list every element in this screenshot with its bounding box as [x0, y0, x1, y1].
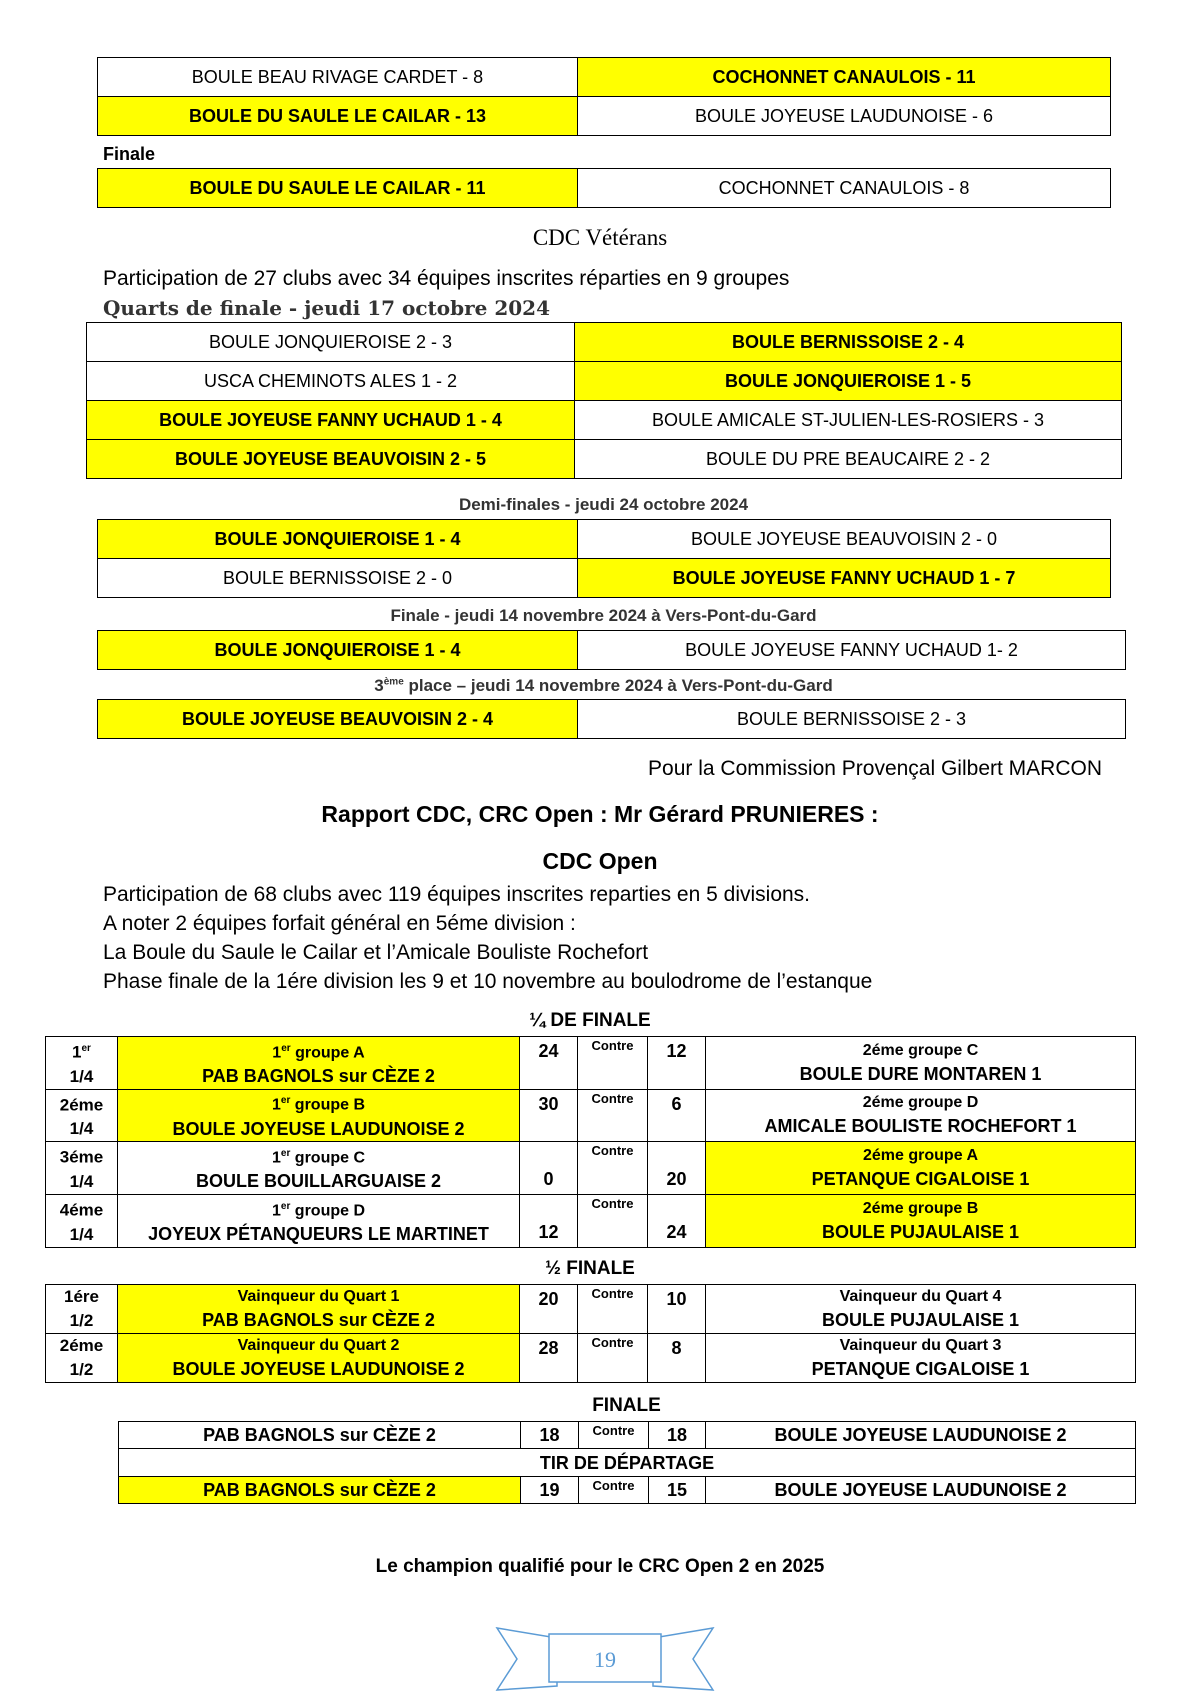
quarter-rank	[46, 1089, 118, 1142]
results-table-top	[97, 57, 1111, 136]
rank-line2: 1/2	[69, 1311, 94, 1330]
page-number: 19	[594, 1647, 616, 1672]
group-label	[118, 1196, 519, 1222]
score-text: 20	[666, 1168, 687, 1189]
final-title: FINALE	[592, 1395, 661, 1416]
grp-text: 1	[271, 1096, 281, 1114]
open-description	[103, 880, 872, 996]
final-team-left: PAB BAGNOLS sur CÈZE 2	[119, 1422, 521, 1449]
quarter-contre	[578, 1089, 648, 1142]
tiebreak-score-right: 15	[649, 1477, 706, 1504]
ribbon-left-tail	[497, 1628, 557, 1690]
final-table	[118, 1421, 1136, 1504]
match-row	[98, 58, 1111, 97]
group-label: 2éme groupe A	[863, 1147, 978, 1165]
quarter-rank	[46, 1142, 118, 1195]
grp-text: 1	[271, 1201, 281, 1219]
match-row	[87, 401, 1122, 440]
rank-line2: 1/4	[69, 1066, 94, 1086]
third-place-title	[97, 676, 1110, 696]
tiebreak-contre: Contre	[579, 1477, 649, 1504]
tiebreak-team-left: PAB BAGNOLS sur CÈZE 2	[119, 1477, 521, 1504]
grp-text: 1	[272, 1043, 282, 1061]
tiebreak-score-left: 19	[521, 1477, 579, 1504]
team-left: USCA CHEMINOTS ALES 1 - 2	[87, 362, 575, 401]
group-label: Vainqueur du Quart 2	[237, 1337, 400, 1354]
veterans-quarts-table	[86, 322, 1122, 479]
group-sup: er	[280, 1095, 291, 1107]
finale-table-top	[97, 168, 1111, 208]
final-contre: Contre	[579, 1422, 649, 1449]
team-left: BOULE JONQUIEROISE 2 - 3	[87, 323, 575, 362]
score-text: 20	[538, 1289, 559, 1309]
team-name: BOULE DURE MONTAREN 1	[799, 1063, 1042, 1084]
team-left-winner: BOULE JONQUIEROISE 1 - 4	[98, 631, 578, 670]
grp-text: 1	[271, 1149, 281, 1167]
quarter-score-right	[648, 1194, 706, 1247]
rank-line	[46, 1037, 117, 1065]
grp-text: groupe B	[290, 1096, 366, 1114]
team-right: BOULE JOYEUSE BEAUVOISIN 2 - 0	[578, 520, 1111, 559]
quarter-score-left	[520, 1089, 578, 1142]
tiebreak-title-row	[119, 1449, 1136, 1477]
tiebreak-team-right: BOULE JOYEUSE LAUDUNOISE 2	[706, 1477, 1136, 1504]
team-name: BOULE PUJAULAISE 1	[821, 1310, 1020, 1330]
score-text: 12	[538, 1221, 559, 1242]
team-left: BOULE BERNISSOISE 2 - 0	[98, 559, 578, 598]
score-text: 30	[538, 1093, 559, 1114]
quarter-team-right	[706, 1089, 1136, 1142]
quarter-score-left	[520, 1142, 578, 1195]
quarter-rank	[46, 1194, 118, 1247]
ribbon-right-tail	[653, 1628, 713, 1690]
quarter-score-right	[648, 1037, 706, 1090]
contre-text: Contre	[591, 1090, 634, 1106]
half-score-right	[648, 1285, 706, 1334]
quarter-contre	[578, 1194, 648, 1247]
rank-line	[46, 1142, 117, 1170]
team-name: BOULE PUJAULAISE 1	[821, 1221, 1020, 1242]
group-sup: er	[281, 1042, 291, 1054]
final-score-left: 18	[521, 1422, 579, 1449]
report-title: Rapport CDC, CRC Open : Mr Gérard PRUNIERES :	[321, 801, 879, 827]
match-row	[98, 631, 1126, 670]
rank-line2: 1/4	[69, 1119, 94, 1139]
score-text: 6	[671, 1093, 682, 1114]
quarter-score-left	[520, 1194, 578, 1247]
score-text: 28	[538, 1338, 559, 1358]
score-text: 8	[671, 1338, 682, 1358]
half-title: ½ FINALE	[545, 1258, 635, 1279]
contre-text: Contre	[591, 1286, 634, 1301]
quarter-row	[46, 1037, 1136, 1090]
contre-text: Contre	[591, 1038, 634, 1053]
team-right: COCHONNET CANAULOIS - 8	[578, 169, 1111, 208]
open-line: Phase finale de la 1ére division les 9 et 10 novembre au boulodrome de l’estanque	[103, 970, 873, 993]
contre-text: Contre	[591, 1143, 634, 1159]
team-left-winner: BOULE JOYEUSE BEAUVOISIN 2 - 4	[98, 700, 578, 739]
half-row	[46, 1285, 1136, 1334]
veterans-demi-table	[97, 519, 1111, 598]
rank-line	[46, 1195, 117, 1223]
match-row	[98, 520, 1111, 559]
group-sup: er	[280, 1200, 291, 1212]
team-name: PAB BAGNOLS sur CÈZE 2	[202, 1310, 435, 1330]
grp-text: groupe D	[290, 1201, 366, 1219]
half-team-left	[118, 1285, 520, 1334]
quarter-title: ¼ DE FINALE	[529, 1010, 651, 1031]
open-line: Participation de 68 clubs avec 119 équipes inscrites reparties en 5 divisions.	[103, 883, 811, 906]
final-team-right: BOULE JOYEUSE LAUDUNOISE 2	[706, 1422, 1136, 1449]
quarter-row	[46, 1089, 1136, 1142]
half-rank	[46, 1334, 118, 1383]
final-row	[119, 1422, 1136, 1449]
signature: Pour la Commission Provençal Gilbert MARCON	[648, 757, 1102, 780]
half-contre	[578, 1285, 648, 1334]
score-text: 10	[666, 1289, 687, 1309]
open-title: CDC Open	[542, 848, 658, 874]
team-left-winner: BOULE JOYEUSE FANNY UCHAUD 1 - 4	[87, 401, 575, 440]
half-score-left	[520, 1334, 578, 1383]
quarter-team-left	[118, 1089, 520, 1142]
half-rank	[46, 1285, 118, 1334]
quarter-team-left	[118, 1194, 520, 1247]
quarter-team-right	[706, 1194, 1136, 1247]
team-left-winner: BOULE DU SAULE LE CAILAR - 13	[98, 97, 578, 136]
quarter-rank	[46, 1037, 118, 1090]
match-row	[87, 440, 1122, 479]
quarter-team-right	[706, 1142, 1136, 1195]
team-right: BOULE BERNISSOISE 2 - 3	[578, 700, 1126, 739]
open-line: La Boule du Saule le Cailar et l’Amicale Bouliste Rochefort	[103, 941, 649, 964]
champion-note: Le champion qualifié pour le CRC Open 2 en 2025	[375, 1556, 825, 1577]
veterans-title: CDC Vétérans	[532, 225, 668, 250]
rank-line	[46, 1090, 117, 1118]
team-left-winner: BOULE DU SAULE LE CAILAR - 11	[98, 169, 578, 208]
group-label	[118, 1143, 519, 1169]
score-text: 24	[666, 1221, 687, 1242]
veterans-third-table	[97, 699, 1126, 739]
team-right: BOULE DU PRE BEAUCAIRE 2 - 2	[575, 440, 1122, 479]
group-label: 2éme groupe D	[862, 1094, 979, 1112]
quarter-table	[45, 1036, 1136, 1248]
score-text: 24	[538, 1041, 559, 1061]
quarter-score-left	[520, 1037, 578, 1090]
rank-sup: er	[81, 1043, 91, 1054]
half-row	[46, 1334, 1136, 1383]
match-row	[98, 700, 1126, 739]
match-row	[98, 169, 1111, 208]
team-right-winner: BOULE BERNISSOISE 2 - 4	[575, 323, 1122, 362]
half-team-left	[118, 1334, 520, 1383]
grp-text: groupe A	[290, 1043, 365, 1061]
quarter-row	[46, 1194, 1136, 1247]
third-place-number: 3	[374, 676, 384, 695]
quarter-row	[46, 1142, 1136, 1195]
match-row	[98, 97, 1111, 136]
half-team-right	[706, 1334, 1136, 1383]
rank-text: 2éme	[59, 1095, 104, 1115]
half-table	[45, 1284, 1136, 1383]
match-row	[87, 362, 1122, 401]
page-number-ribbon	[495, 1624, 715, 1694]
finale-title: Finale - jeudi 14 novembre 2024 à Vers-Pont-du-Gard	[390, 606, 817, 625]
team-right: BOULE JOYEUSE FANNY UCHAUD 1- 2	[578, 631, 1126, 670]
score-text: 12	[666, 1041, 687, 1061]
veterans-participation: Participation de 27 clubs avec 34 équipes inscrites réparties en 9 groupes	[103, 267, 790, 290]
quarter-team-left	[118, 1142, 520, 1195]
third-place-sup: ème	[383, 676, 404, 688]
team-right: BOULE AMICALE ST-JULIEN-LES-ROSIERS - 3	[575, 401, 1122, 440]
team-left: BOULE BEAU RIVAGE CARDET - 8	[98, 58, 578, 97]
half-score-left	[520, 1285, 578, 1334]
match-row	[98, 559, 1111, 598]
final-score-right: 18	[649, 1422, 706, 1449]
group-label: Vainqueur du Quart 4	[839, 1288, 1002, 1305]
rank-text: 4éme	[59, 1200, 104, 1220]
team-right-winner: BOULE JOYEUSE FANNY UCHAUD 1 - 7	[578, 559, 1111, 598]
rank-line: 1ére	[64, 1287, 99, 1306]
rank-line2: 1/2	[69, 1360, 94, 1379]
quarter-contre	[578, 1142, 648, 1195]
quarts-title: Quarts de finale - jeudi 17 octobre 2024	[103, 296, 550, 320]
team-name: PETANQUE CIGALOISE 1	[811, 1359, 1030, 1379]
rank-line2: 1/4	[69, 1224, 94, 1244]
team-left-winner: BOULE JOYEUSE BEAUVOISIN 2 - 5	[87, 440, 575, 479]
third-place-rest: place – jeudi 14 novembre 2024 à Vers-Pont-du-Gard	[403, 676, 833, 695]
group-label	[118, 1038, 519, 1064]
team-right-winner: BOULE JONQUIEROISE 1 - 5	[575, 362, 1122, 401]
team-name: JOYEUX PÉTANQUEURS LE MARTINET	[148, 1223, 489, 1244]
quarter-team-right	[706, 1037, 1136, 1090]
team-name: BOULE JOYEUSE LAUDUNOISE 2	[172, 1359, 465, 1379]
team-right: BOULE JOYEUSE LAUDUNOISE - 6	[578, 97, 1111, 136]
quarter-contre	[578, 1037, 648, 1090]
finale-label: Finale	[103, 144, 156, 164]
open-line: A noter 2 équipes forfait général en 5éme division :	[103, 912, 576, 935]
quarter-score-right	[648, 1142, 706, 1195]
group-label: Vainqueur du Quart 1	[237, 1288, 400, 1305]
group-sup: er	[280, 1147, 291, 1159]
team-right-winner: COCHONNET CANAULOIS - 11	[578, 58, 1111, 97]
team-name: BOULE JOYEUSE LAUDUNOISE 2	[172, 1118, 465, 1139]
rank-text: 3éme	[59, 1147, 104, 1167]
quarter-score-right	[648, 1089, 706, 1142]
demi-title: Demi-finales - jeudi 24 octobre 2024	[458, 495, 749, 514]
veterans-finale-table	[97, 630, 1126, 670]
team-name: PETANQUE CIGALOISE 1	[811, 1169, 1030, 1190]
contre-text: Contre	[591, 1195, 634, 1211]
rank-text: 1	[72, 1042, 82, 1062]
tiebreak-title: TIR DE DÉPARTAGE	[119, 1449, 1136, 1477]
match-row	[87, 323, 1122, 362]
team-name: PAB BAGNOLS sur CÈZE 2	[202, 1065, 435, 1086]
half-score-right	[648, 1334, 706, 1383]
half-contre	[578, 1334, 648, 1383]
rank-line: 2éme	[59, 1336, 104, 1355]
group-label: 2éme groupe C	[862, 1041, 979, 1059]
half-team-right	[706, 1285, 1136, 1334]
grp-text: groupe C	[290, 1149, 366, 1167]
team-left-winner: BOULE JONQUIEROISE 1 - 4	[98, 520, 578, 559]
group-label	[118, 1090, 519, 1116]
group-label: 2éme groupe B	[862, 1199, 979, 1217]
quarter-team-left	[118, 1037, 520, 1090]
group-label: Vainqueur du Quart 3	[839, 1337, 1002, 1354]
team-name: BOULE BOUILLARGUAISE 2	[195, 1171, 441, 1192]
team-name: AMICALE BOULISTE ROCHEFORT 1	[764, 1116, 1077, 1137]
contre-text: Contre	[591, 1335, 634, 1350]
rank-line2: 1/4	[69, 1171, 94, 1191]
score-text: 0	[543, 1168, 554, 1189]
tiebreak-row	[119, 1477, 1136, 1504]
